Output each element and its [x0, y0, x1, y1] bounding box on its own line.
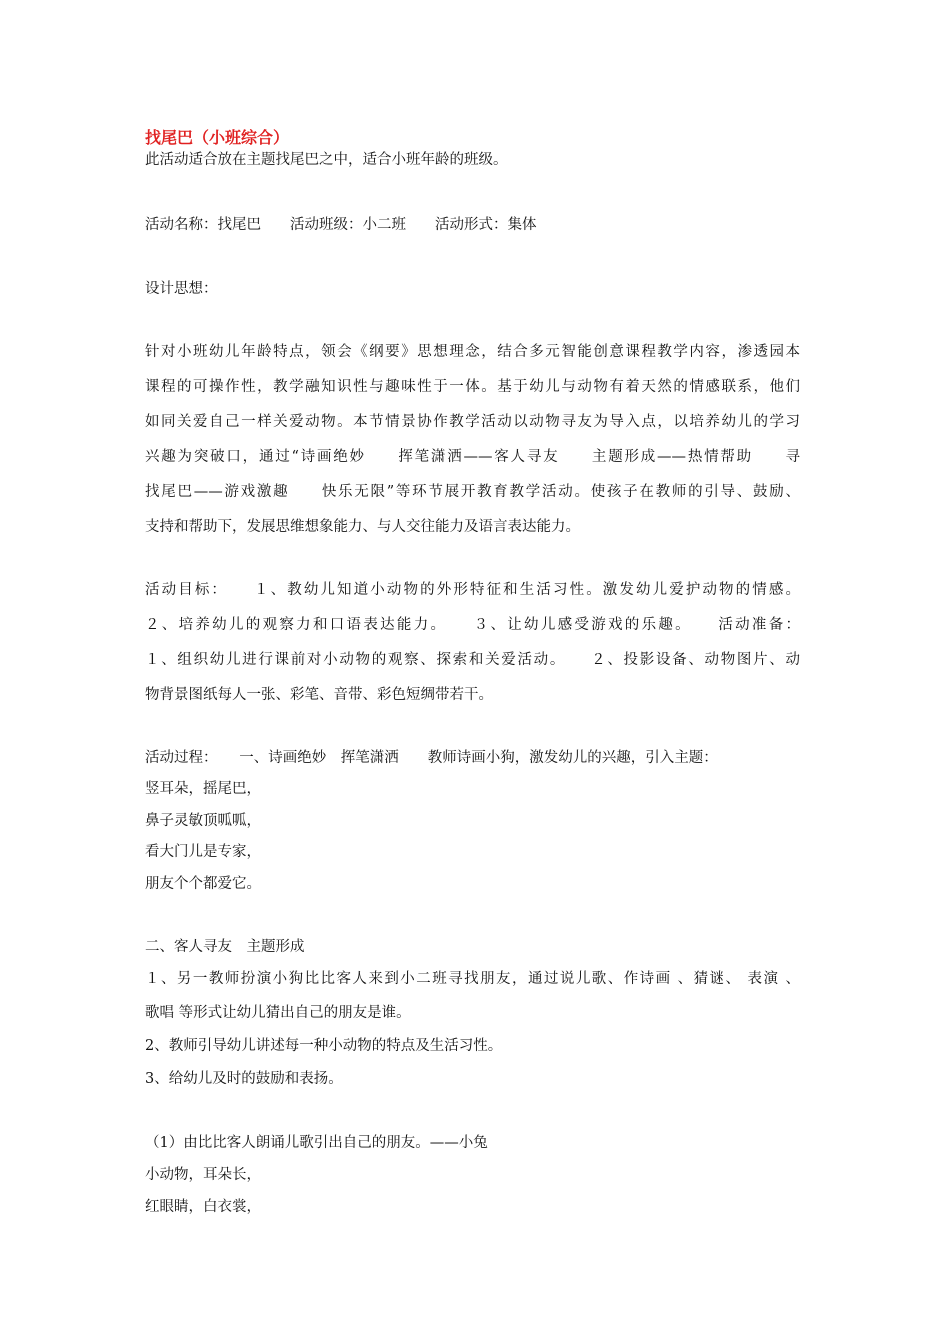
poem-line: 鼻子灵敏顶呱呱，: [145, 813, 261, 829]
poem-line: 红眼睛，白衣裳，: [145, 1199, 261, 1215]
section2-line: 2、教师引导幼儿讲述每一种小动物的特点及生活习性。: [145, 1038, 503, 1054]
poem-line: 看大门儿是专家，: [145, 844, 261, 860]
intro-text: 此活动适合放在主题找尾巴之中，适合小班年龄的班级。: [145, 152, 508, 168]
process-line: 活动过程： 一、诗画绝妙 挥笔潇洒 教师诗画小狗，激发幼儿的兴趣，引入主题：: [145, 750, 718, 766]
design-heading: 设计思想：: [145, 281, 218, 297]
section2-line: １、另一教师扮演小狗比比客人来到小二班寻找朋友，通过说儿歌、作诗画 、猜谜、 表演 、: [145, 971, 800, 987]
design-paragraph-line: 兴趣为突破口，通过“诗画绝妙 挥笔潇洒——客人寻友 主题形成——热情帮助 寻: [145, 449, 800, 465]
poem-line: 小动物，耳朵长，: [145, 1167, 261, 1183]
design-paragraph-line: 支持和帮助下，发展思维想象能力、与人交往能力及语言表达能力。: [145, 519, 580, 535]
section2-heading: 二、客人寻友 主题形成: [145, 939, 305, 955]
activity-info-line: 活动名称：找尾巴 活动班级：小二班 活动形式：集体: [145, 217, 537, 233]
design-paragraph-line: 针对小班幼儿年龄特点，领会《纲要》思想理念，结合多元智能创意课程教学内容，渗透园本: [145, 344, 800, 360]
poem-line: 竖耳朵，摇尾巴，: [145, 781, 261, 797]
goals-line: １、组织幼儿进行课前对小动物的观察、探索和关爱活动。 ２、投影设备、动物图片、动: [145, 652, 800, 668]
goals-line: 物背景图纸每人一张、彩笔、音带、彩色短绸带若干。: [145, 687, 493, 703]
poem-line: 朋友个个都爱它。: [145, 876, 261, 892]
goals-line: ２、培养幼儿的观察力和口语表达能力。 ３、让幼儿感受游戏的乐趣。 活动准备：: [145, 617, 800, 633]
design-paragraph-line: 找尾巴——游戏激趣 快乐无限”等环节展开教育教学活动。使孩子在教师的引导、鼓励、: [145, 484, 800, 500]
design-paragraph-line: 如同关爱自己一样关爱动物。本节情景协作教学活动以动物寻友为导入点，以培养幼儿的学习: [145, 414, 800, 430]
document-title: 找尾巴（小班综合）: [145, 128, 290, 147]
goals-line: 活动目标： １、教幼儿知道小动物的外形特征和生活习性。激发幼儿爱护动物的情感。: [145, 582, 800, 598]
section2-line: 歌唱 等形式让幼儿猜出自己的朋友是谁。: [145, 1005, 411, 1021]
section2-line: 3、给幼儿及时的鼓励和表扬。: [145, 1071, 343, 1087]
design-paragraph-line: 课程的可操作性，教学融知识性与趣味性于一体。基于幼儿与动物有着天然的情感联系，他们: [145, 379, 800, 395]
section3-line: （1）由比比客人朗诵儿歌引出自己的朋友。——小兔: [145, 1135, 488, 1151]
